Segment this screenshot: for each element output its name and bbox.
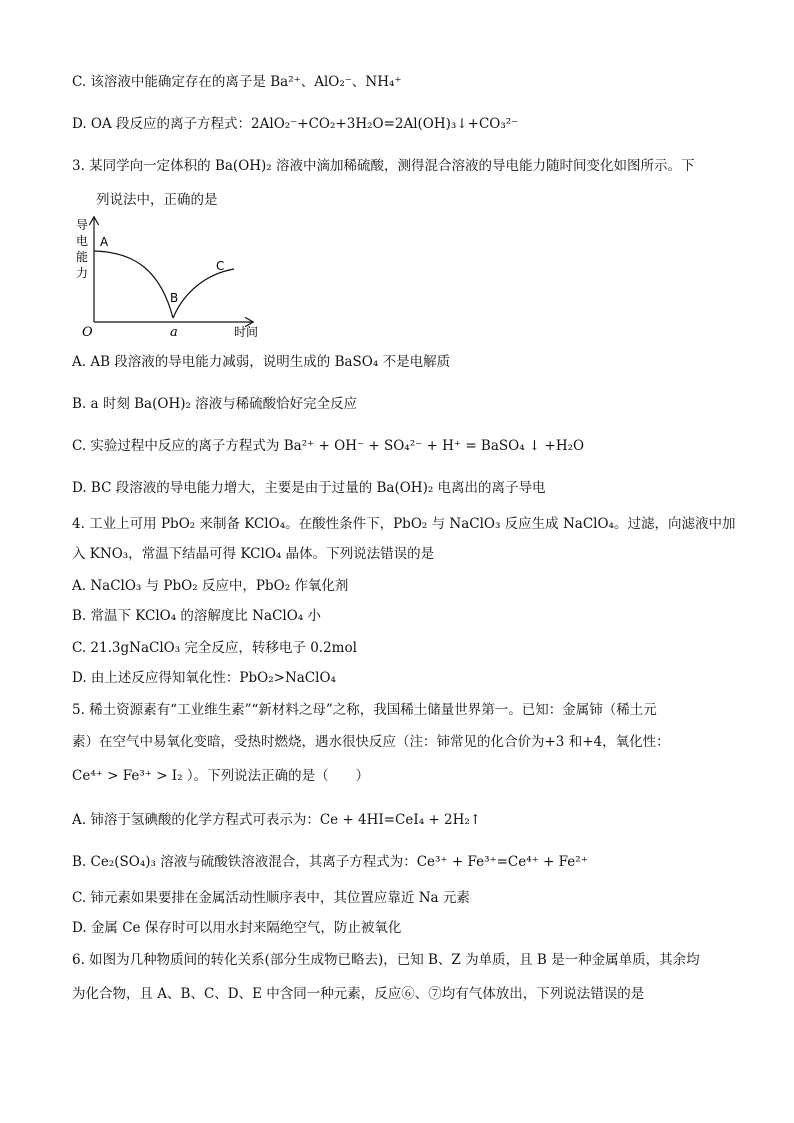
y-axis-label-3: 能: [76, 250, 89, 264]
q5-stem-line2: 素）在空气中易氧化变暗，受热时燃烧，遇水很快反应（注：铈常见的化合价为+3 和+4，氧化性：: [72, 734, 670, 750]
q4-option-a: A. NaClO₃ 与 PbO₂ 反应中，PbO₂ 作氧化剂: [72, 578, 349, 594]
y-axis-label-4: 力: [76, 266, 89, 280]
q2-option-c: C. 该溶液中能确定存在的离子是 Ba²⁺、AlO₂⁻、NH₄⁺: [72, 74, 402, 90]
q5-stem-line3: Ce⁴⁺ > Fe³⁺ > I₂ ）。下列说法正确的是（ ）: [72, 768, 370, 784]
q4-option-d: D. 由上述反应得知氧化性：PbO₂>NaClO₄: [72, 670, 336, 686]
q4-option-c: C. 21.3gNaClO₃ 完全反应，转移电子 0.2mol: [72, 640, 357, 656]
curve-ab: [94, 251, 173, 318]
q6-stem-line1: 6. 如图为几种物质间的转化关系(部分生成物已略去)，已知 B、Z 为单质，且 B 是一种金属单质，其余均: [72, 952, 700, 968]
origin-label: O: [82, 325, 93, 340]
point-a-label: A: [100, 235, 109, 249]
q5-stem-line1: 5. 稀土资源素有“工业维生素”“新材料之母”之称，我国稀土储量世界第一。已知：金属铈（稀土元: [72, 702, 657, 718]
y-axis-label-2: 电: [76, 234, 89, 248]
curve-bc: [173, 269, 234, 318]
q3-stem-line2: 列说法中，正确的是: [96, 192, 218, 208]
x-axis-label: 时间: [234, 325, 259, 339]
q6-stem-line2: 为化合物，且 A、B、C、D、E 中含同一种元素，反应⑥、⑦均有气体放出，下列说法错误的是: [72, 986, 645, 1002]
q4-option-b: B. 常温下 KClO₄ 的溶解度比 NaClO₄ 小: [72, 608, 322, 624]
q2-option-d: D. OA 段反应的离子方程式：2AlO₂⁻+CO₂+3H₂O=2Al(OH)₃↓+CO₃²⁻: [72, 116, 519, 132]
q3-option-c: C. 实验过程中反应的离子方程式为 Ba²⁺ + OH⁻ + SO₄²⁻ + H⁺ = BaSO₄ ↓ +H₂O: [72, 438, 585, 454]
q5-option-c: C. 铈元素如果要排在金属活动性顺序表中，其位置应靠近 Na 元素: [72, 890, 470, 906]
q3-option-b: B. a 时刻 Ba(OH)₂ 溶液与稀硫酸恰好完全反应: [72, 396, 358, 412]
q5-option-b: B. Ce₂(SO₄)₃ 溶液与硫酸铁溶液混合，其离子方程式为：Ce³⁺ + Fe³⁺=Ce⁴⁺ + Fe²⁺: [72, 854, 588, 870]
q4-stem-line1: 4. 工业上可用 PbO₂ 来制备 KClO₄。在酸性条件下，PbO₂ 与 NaClO₃ 反应生成 NaClO₄。过滤，向滤液中加: [72, 516, 736, 532]
q3-stem-line1: 3. 某同学向一定体积的 Ba(OH)₂ 溶液中滴加稀硫酸，测得混合溶液的导电能力随时间变化如图所示。下: [72, 158, 695, 174]
q3-option-a: A. AB 段溶液的导电能力减弱，说明生成的 BaSO₄ 不是电解质: [72, 354, 451, 370]
point-b-label: B: [170, 291, 179, 305]
q5-option-d: D. 金属 Ce 保存时可以用水封来隔绝空气，防止被氧化: [72, 920, 402, 936]
y-axis-label-1: 导: [76, 218, 89, 232]
conductivity-graph: [66, 212, 276, 342]
q4-stem-line2: 入 KNO₃，常温下结晶可得 KClO₄ 晶体。下列说法错误的是: [72, 546, 435, 562]
tick-a-label: a: [170, 325, 178, 340]
point-c-label: C: [216, 259, 225, 273]
q3-option-d: D. BC 段溶液的导电能力增大，主要是由于过量的 Ba(OH)₂ 电离出的离子导电: [72, 480, 546, 496]
q5-option-a: A. 铈溶于氢碘酸的化学方程式可表示为：Ce + 4HI=CeI₄ + 2H₂↑: [72, 812, 482, 828]
